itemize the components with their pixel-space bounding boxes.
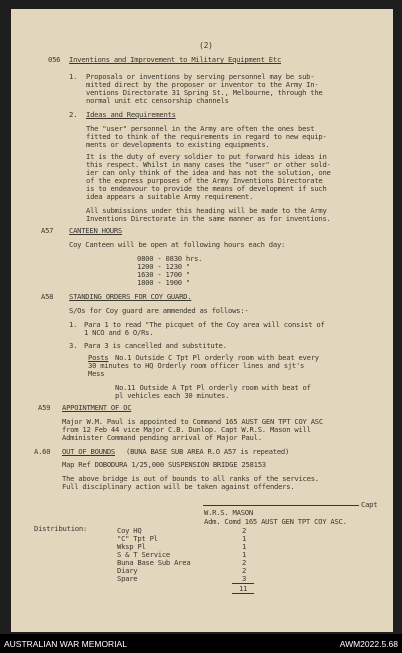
section-a58-item1-line: Para 1 to read "The picquet of the Coy area will consist of bbox=[84, 320, 325, 329]
section-056-para2a-line: The "user" personnel in the Army are often the ones best bbox=[86, 124, 315, 133]
signature-line bbox=[203, 505, 359, 506]
section-a58-item1-line: 1 NCO and 6 O/Rs. bbox=[84, 328, 154, 337]
distribution-unit: Buna Base Sub Area bbox=[117, 558, 191, 567]
section-a60-title: OUT OF BOUNDS bbox=[62, 447, 116, 456]
signature-name: W.R.S. MASON bbox=[204, 508, 253, 517]
section-056-para2b-line: of the express purposes of the Army Inventions Directorate bbox=[86, 176, 323, 185]
section-056-para2b-line: this respect. Whilst in many cases the "user" or other sold- bbox=[86, 160, 331, 169]
section-056-para2-number: 2. bbox=[69, 110, 78, 119]
distribution-total: 11 bbox=[239, 584, 248, 593]
section-a58-item2-text: Para 3 is cancelled and substitute. bbox=[84, 341, 227, 350]
distribution-qty: 2 bbox=[242, 558, 247, 567]
section-a60-map-ref: Map Ref DOBODURA 1/25,000 SUSPENSION BRIDGE 258153 bbox=[62, 460, 266, 469]
section-a60-number: A.60 bbox=[34, 447, 51, 456]
section-056-para2c-line: All submissions under this heading will be made to the Army bbox=[86, 206, 327, 215]
post-2-line: No.11 Outside A Tpt Pl orderly room with beat of bbox=[115, 383, 311, 392]
section-a59-line: Major W.M. Paul is appointed to Command 165 AUST GEN TPT COY ASC bbox=[62, 417, 323, 426]
section-056-number: 056 bbox=[48, 55, 61, 64]
section-056-para1-line: mitted direct by the proposer or inventor to the Army In- bbox=[86, 80, 319, 89]
section-a58-item1-number: 1. bbox=[69, 320, 78, 329]
distribution-qty: 1 bbox=[242, 534, 247, 543]
document-page bbox=[11, 9, 393, 632]
section-a59-line: from 12 Feb 44 vice Major C.B. Dunlop. Capt W.R.S. Mason will bbox=[62, 425, 311, 434]
distribution-total-rule bbox=[232, 593, 254, 594]
section-a57-title: CANTEEN HOURS bbox=[69, 226, 123, 235]
signature-title: Adm. Comd 165 AUST GEN TPT COY ASC. bbox=[204, 517, 347, 526]
posts-label: Posts bbox=[88, 353, 109, 362]
distribution-unit: S & T Service bbox=[117, 550, 171, 559]
section-056-para2b-line: is to endeavour to provide the means of development if such bbox=[86, 184, 327, 193]
footer-source: AUSTRALIAN WAR MEMORIAL bbox=[4, 639, 127, 649]
section-a60-line: The above bridge is out of bounds to all ranks of the services. bbox=[62, 474, 319, 483]
canteen-hours-row: 1200 - 1230 " bbox=[137, 262, 191, 271]
distribution-qty: 1 bbox=[242, 542, 247, 551]
section-a58-intro: S/Os for Coy guard are ammended as follows:- bbox=[69, 306, 249, 315]
post-1-line: No.1 Outside C Tpt Pl orderly room with beat every bbox=[115, 353, 319, 362]
section-a58-item2-number: 3. bbox=[69, 341, 78, 350]
section-a57-intro: Coy Canteen will be open at following hours each day: bbox=[69, 240, 286, 249]
canteen-hours-row: 1630 - 1700 " bbox=[137, 270, 191, 279]
distribution-qty: 3 bbox=[242, 574, 247, 583]
footer-accession-number: AWM2022.5.68 bbox=[339, 639, 398, 649]
post-1-line: 30 minutes to HQ Orderly room officer lines and sjt's bbox=[88, 361, 305, 370]
section-a59-title: APPOINTMENT OF OC bbox=[62, 403, 132, 412]
footer-bar bbox=[0, 634, 402, 653]
section-056-para2a-line: fitted to think of the requirements in regard to new equip- bbox=[86, 132, 327, 141]
section-056-para2b-line: ier can only think of the idea and has not the solution, one bbox=[86, 168, 331, 177]
section-a60-line: Full disciplinary action will be taken against offenders. bbox=[62, 482, 295, 491]
section-056-para1-line: ventions Directorate 31 Spring St., Melbourne, through the bbox=[86, 88, 323, 97]
section-056-para1-line: Proposals or inventions by serving personnel may be sub- bbox=[86, 72, 315, 81]
section-056-para2c-line: Inventions Directorate in the same manner as for inventions. bbox=[86, 214, 331, 223]
section-a59-line: Administer Command pending arrival of Major Paul. bbox=[62, 433, 262, 442]
distribution-qty: 2 bbox=[242, 526, 247, 535]
distribution-unit: Wksp Pl bbox=[117, 542, 146, 551]
section-056-para2b-line: idea appears a suitable Army requirement. bbox=[86, 192, 254, 201]
distribution-qty: 2 bbox=[242, 566, 247, 575]
section-a59-number: A59 bbox=[38, 403, 51, 412]
section-a58-number: A58 bbox=[41, 292, 54, 301]
post-2-line: pl vehicles each 30 minutes. bbox=[115, 391, 230, 400]
distribution-unit: "C" Tpt Pl bbox=[117, 534, 158, 543]
section-056-para1-line: normal unit etc censorship channels bbox=[86, 96, 229, 105]
canteen-hours-row: 1800 - 1900 " bbox=[137, 278, 191, 287]
signature-rank: Capt bbox=[361, 500, 378, 509]
section-056-para1-number: 1. bbox=[69, 72, 78, 81]
section-a60-title-note: (BUNA BASE SUB AREA R.O A57 is repeated) bbox=[126, 447, 290, 456]
section-056-para2b-line: It is the duty of every soldier to put forward his ideas in bbox=[86, 152, 327, 161]
distribution-unit: Diary bbox=[117, 566, 138, 575]
distribution-unit: Spare bbox=[117, 574, 138, 583]
distribution-label: Distribution: bbox=[34, 524, 88, 533]
distribution-qty: 1 bbox=[242, 550, 247, 559]
section-056-title: Inventions and Improvement to Military Equipment Etc bbox=[69, 55, 282, 64]
section-056-para2-title: Ideas and Requirements bbox=[86, 110, 176, 119]
section-a57-number: A57 bbox=[41, 226, 54, 235]
post-1-line: Mess bbox=[88, 369, 105, 378]
section-a58-title: STANDING ORDERS FOR COY GUARD. bbox=[69, 292, 192, 301]
section-056-para2a-line: ments or developments to existing equipments. bbox=[86, 140, 270, 149]
canteen-hours-row: 0800 - 0830 hrs. bbox=[137, 254, 203, 263]
page-number: (2) bbox=[199, 41, 213, 50]
distribution-unit: Coy HQ bbox=[117, 526, 142, 535]
